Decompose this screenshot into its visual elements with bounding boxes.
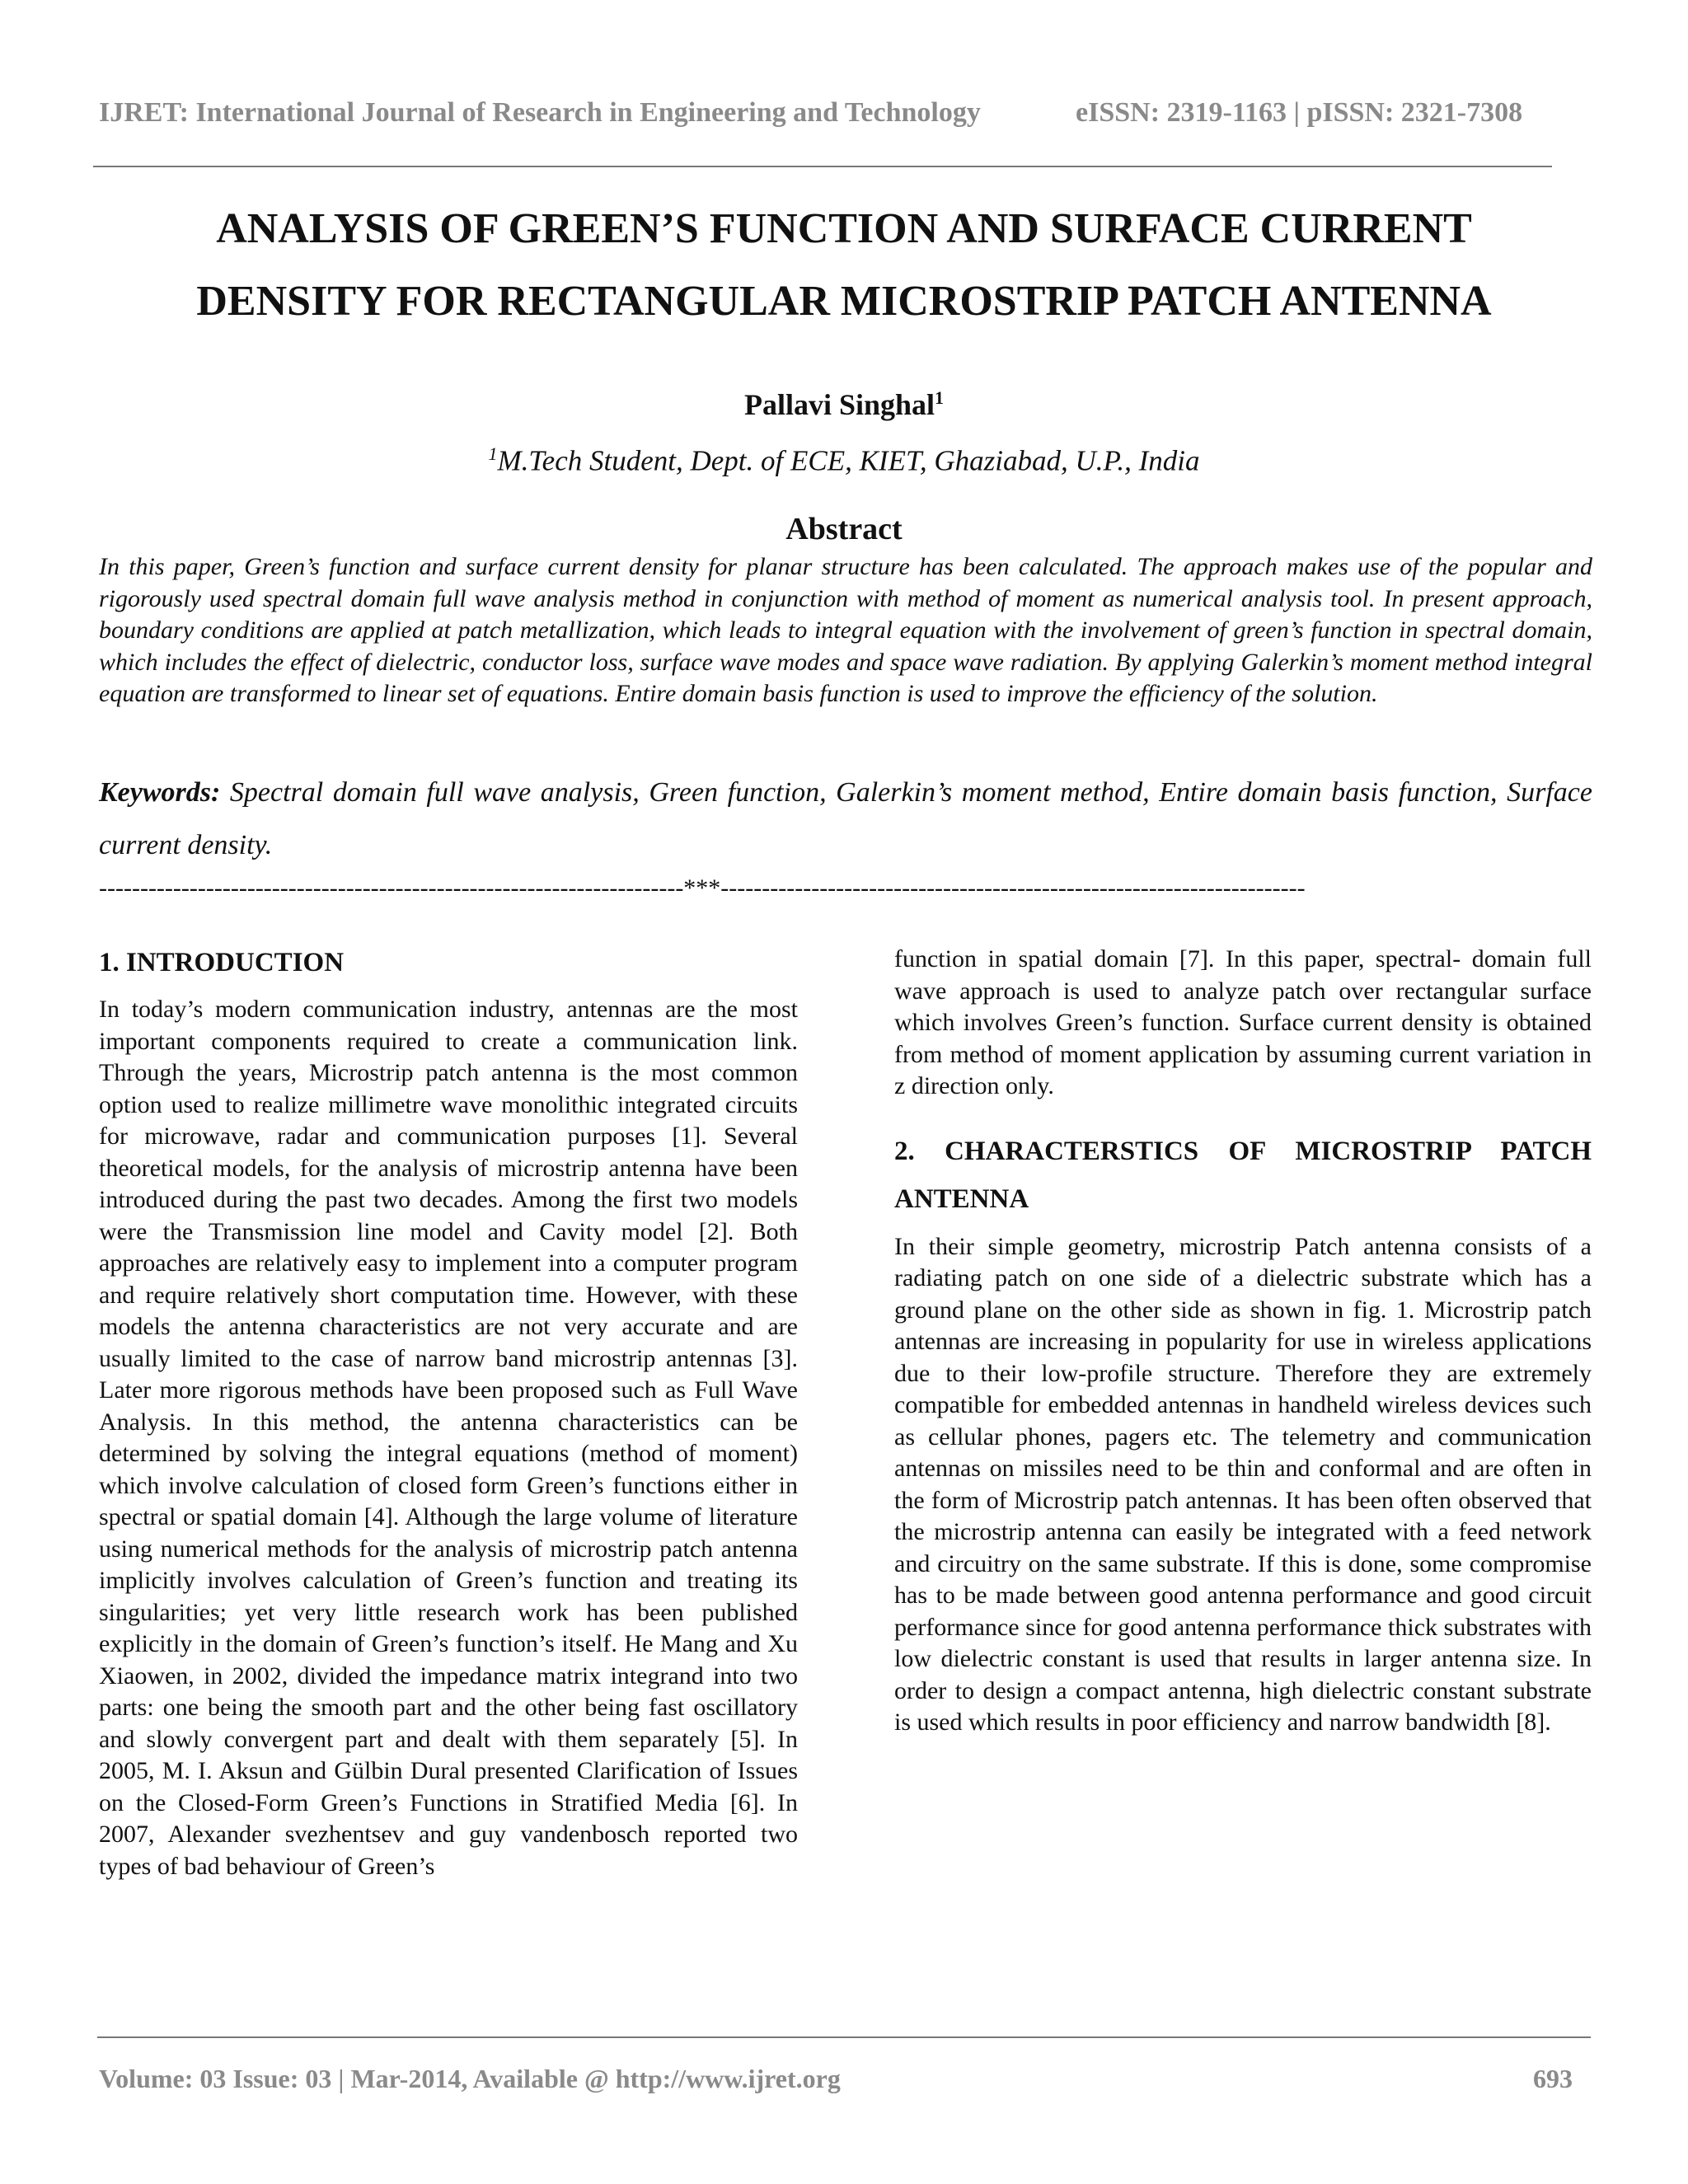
- abstract-heading: Abstract: [785, 512, 903, 546]
- left-column: [99, 946, 798, 1882]
- author-name: Pallavi Singhal: [743, 388, 935, 421]
- affiliation-text: M.Tech Student, Dept. of ECE, KIET, Ghaziabad, U.P., India: [497, 444, 1200, 477]
- intro-heading: 1. INTRODUCTION: [99, 948, 345, 977]
- section-2-body: In their simple geometry, microstrip Patch antenna consists of a radiating patch on one side of a dielectric substrate which has a ground plane on the other side as shown in fig. 1. Microstrip patch antennas are increasing in popularity for use in wireless applications due to their low-profile structure. Therefore they are extremely compatible for embedded antennas in handheld wireless devices such as cellular phones, pagers etc. The telemetry and communication antennas on missiles need to be thin and conformal and are often in the form of Microstrip patch antennas. It has been often observed that the microstrip antenna can easily be integrated with a feed network and circuitry on the same substrate. If this is done, some compromise has to be made between good antenna performance and good circuit performance since for good antenna performance thick substrates with low dielectric constant is used that results in larger antenna size. In order to design a compact antenna, high dielectric constant substrate is used which results in poor efficiency and narrow bandwidth [8].: [894, 1232, 1592, 1736]
- header-divider: [93, 166, 1552, 167]
- intro-continued: function in spatial domain [7]. In this paper, spectral- domain full wave approach is used to analyze patch over rectangular surface which involves Green’s function. Surface current density is obtained from method of moment application by assuming current variation in z direction only.: [894, 945, 1592, 1099]
- section-2-heading-line-2: ANTENNA: [894, 1183, 1029, 1214]
- footer-volume: Volume: 03 Issue: 03 | Mar-2014, Available @ http://www.ijret.org: [99, 2064, 841, 2093]
- right-column: [894, 944, 1592, 1739]
- journal-name: IJRET: International Journal of Research in Engineering and Technology: [99, 97, 981, 128]
- intro-body: In today’s modern communication industry, antennas are the most important components required to create a communication link. Through the years, Microstrip patch antenna is the most common option used to realize millimetre wave monolithic integrated circuits for microwave, radar and communication purposes [1]. Several theoretical models, for the analysis of microstrip antenna have been introduced during the past two decades. Among the first two models were the Transmission line model and Cavity model [2]. Both approaches are relatively easy to implement into a computer program and require relatively short computation time. However, with these models the antenna characteristics are not very accurate and are usually limited to the case of narrow band microstrip antennas [3]. Later more rigorous methods have been proposed such as Full Wave Analysis. In this method, the antenna characteristics can be determined by solving the integral equations (method of moment) which involve calculation of closed form Green’s functions either in spectral or spatial domain [4]. Although the large volume of literature using numerical methods for the analysis of microstrip patch antenna implicitly involves calculation of Green’s function and treating its singularities; yet very little research work has been published explicitly in the domain of Green’s function’s itself. He Mang and Xu Xiaowen, in 2002, divided the impedance matrix integrand into two parts: one being the smooth part and the other being fast oscillatory and slowly convergent part and dealt with them separately [5]. In 2005, M. I. Aksun and Gülbin Dural presented Clarification of Issues on the Closed-Form Green’s Functions in Stratified Media [6]. In 2007, Alexander svezhentsev and guy vandenbosch reported two types of bad behaviour of Green’s: [99, 996, 798, 1880]
- issn-text: eISSN: 2319-1163 | pISSN: 2321-7308: [1076, 97, 1523, 128]
- keywords-text: Spectral domain full wave analysis, Green function, Galerkin’s moment method, Entire domain basis function, Surface current density.: [99, 777, 1592, 860]
- affiliation: [0, 443, 1688, 478]
- author: [0, 387, 1688, 422]
- abstract-body: In this paper, Green’s function and surface current density for planar structure has been calculated. The approach makes use of the popular and rigorously used spectral domain full wave analysis method in conjunction with method of moment as numerical analysis tool. In present approach, boundary conditions are applied at patch metallization, which leads to integral equation with the involvement of green’s function in spectral domain, which includes the effect of dielectric, conductor loss, surface wave modes and space wave radiation. By applying Galerkin’s moment method integral equation are transformed to linear set of equations. Entire domain basis function is used to improve the efficiency of the solution.: [99, 553, 1592, 707]
- paper-title-line-1: ANALYSIS OF GREEN’S FUNCTION AND SURFACE CURRENT: [216, 205, 1472, 252]
- section-separator: -----------------------------------------------------------------------***-----------------------------------------------------------------------: [99, 876, 1306, 901]
- page-number: 693: [1533, 2064, 1573, 2093]
- author-sup: 1: [935, 387, 945, 408]
- keywords-label: Keywords:: [99, 777, 221, 808]
- keywords: [99, 766, 1592, 872]
- paper-title-line-2: DENSITY FOR RECTANGULAR MICROSTRIP PATCH ANTENNA: [196, 278, 1492, 325]
- section-2-heading-line-1: 2. CHARACTERSTICS OF MICROSTRIP PATCH: [894, 1136, 1592, 1166]
- footer-divider: [97, 2036, 1591, 2038]
- affiliation-sup: 1: [488, 443, 498, 464]
